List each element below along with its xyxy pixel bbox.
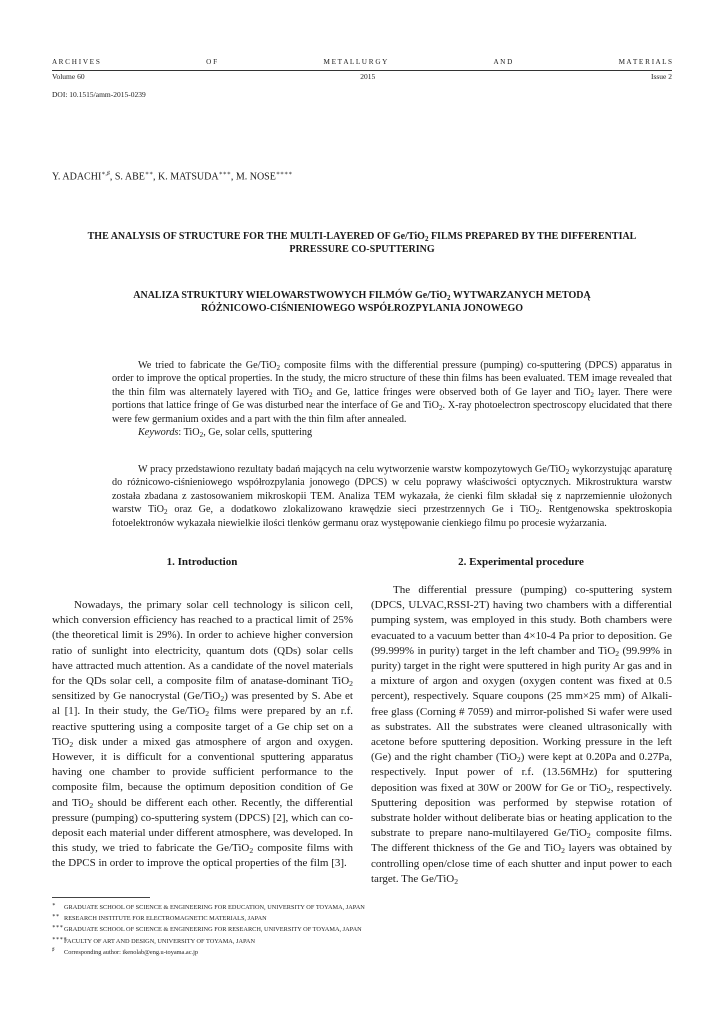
subscript: 2 xyxy=(249,846,254,856)
journal-word: A R C H I V E S xyxy=(52,58,100,66)
author-name: Y. ADACHI xyxy=(52,171,102,183)
issue: Issue 2 xyxy=(650,72,672,81)
body-text: ) was presented by S. Abe et al [1]. In their study, the Ge/TiO xyxy=(52,690,353,718)
footnote-mark: ∗∗∗∗ xyxy=(52,935,67,942)
subscript: 2 xyxy=(586,831,591,841)
subscript: 2 xyxy=(220,694,225,704)
body-text: layers was obtained by controlling open/close time of each shutter and input power to each target. The Ge/TiO xyxy=(371,842,673,885)
footnote-mark: ∗∗ xyxy=(52,913,60,920)
keywords-text: , Ge, solar cells, sputtering xyxy=(203,427,313,439)
abstract-text: We tried to fabricate the Ge/TiO xyxy=(138,360,277,371)
author-name: K. MATSUDA xyxy=(158,171,219,183)
author-mark: ∗∗∗∗ xyxy=(275,171,293,177)
paper-title-polish xyxy=(52,289,672,315)
footnote-mark: ∗ xyxy=(52,902,56,908)
footnote-mark: ∗∗∗ xyxy=(52,924,64,931)
abstract-text: layer. There were portions that lattice fringe of Ge was disturbed near the interface of Ge and TiO xyxy=(112,386,672,412)
abstract-english xyxy=(112,359,672,439)
title-text: PRRESSURE CO-SPUTTERING xyxy=(289,244,435,255)
introduction-body xyxy=(52,598,353,872)
subscript: 2 xyxy=(561,846,565,856)
body-text: disk under a mixed gas atmosphere of argon and oxygen. However, it is difficult for a conventional sputtering apparatus having one chamber to provide sufficient performance to the composite film, because the optimum deposition condition of Ge and TiO xyxy=(52,735,353,809)
experimental-body xyxy=(371,583,672,887)
abstract-text: . Rentgenowska spektroskopia fotoelektronów wykazała niewielkie ilości tlenków germanu oraz występowanie cienkiego filmu po procesie wyżarzania. xyxy=(112,504,672,529)
body-text: ) were kept at 0.20Pa and 0.27Pa, respectively. Input power of r.f. (13.56MHz) for sputtering deposition was fixed at 30W or 200W for Ge or TiO xyxy=(371,751,672,794)
doi: DOI: 10.1515/amm-2015-0239 xyxy=(52,90,146,99)
body-text: Nowadays, the primary solar cell technology is silicon cell, which conversion efficiency has reached to a practical limit of 25% (the theoretical limit is 29%). In order to achieve higher conversion ratio of sunlight into electricity, quantum dots (QDs) solar cells have attracted much attention. As a candidate of the novel materials for the QDs solar cell, a composite film of anatase-dominant TiO xyxy=(52,599,353,688)
issue-meta xyxy=(52,72,672,81)
author-mark: ∗∗ xyxy=(144,171,154,177)
subscript: 2 xyxy=(89,800,94,810)
footnote-mark: ♯ xyxy=(52,946,55,953)
section-heading-experimental: 2. Experimental procedure xyxy=(458,556,584,568)
subscript: 2 xyxy=(69,739,74,749)
footnote xyxy=(52,936,365,947)
abstract-polish xyxy=(112,463,672,530)
subscript: 2 xyxy=(308,390,313,399)
subscript: 2 xyxy=(565,468,570,476)
subscript: 2 xyxy=(454,876,459,886)
journal-word: A N D xyxy=(493,58,513,66)
abstract-text: W pracy przedstawiono rezultaty badań mających na celu wytworzenie warstw kompozytowych Ge/TiO xyxy=(138,464,566,475)
subscript: 2 xyxy=(606,785,611,795)
author-name: M. NOSE xyxy=(235,171,276,183)
subscript: 2 xyxy=(276,364,281,372)
keywords xyxy=(112,426,672,439)
title-text: RÓŻNICOWO-CIŚNIENIOWEGO WSPÓŁROZPYLANIA JONOWEGO xyxy=(200,303,524,314)
subscript: 2 xyxy=(516,755,521,765)
header-rule xyxy=(52,70,672,71)
author-list: Y. ADACHI∗,♯, S. ABE∗∗, K. MATSUDA∗∗∗, M. NOSE∗∗∗∗ xyxy=(52,171,293,183)
subscript: 2 xyxy=(205,709,210,719)
abstract-text: composite films with the differential pressure (pumping) co-sputtering (DPCS) apparatus in order to improve the optical properties. In the study, the micro structure of these thin films has been evaluated. TEM image revealed that the thin film was alternately layered with TiO xyxy=(112,360,673,398)
body-text: , respectively. Sputtering deposition was performed by stepwise rotation of substrate holder without deliberate bias or heating application to the substrate to prepare nano-multilayered Ge/TiO xyxy=(371,781,672,840)
footnote-text: GRADUATE SCHOOL OF SCIENCE & ENGINEERING FOR RESEARCH, UNIVERSITY OF TOYAMA, JAPAN xyxy=(64,926,362,934)
subscript: 2 xyxy=(438,404,443,413)
footnotes xyxy=(52,902,365,958)
body-text: composite films with the DPCS in order to improve the optical properties of the film [3]. xyxy=(52,842,353,870)
author-mark: ∗,♯ xyxy=(101,171,110,177)
footnote xyxy=(52,913,365,924)
journal-name xyxy=(52,58,672,66)
journal-word: O F xyxy=(206,58,218,66)
subscript: 2 xyxy=(535,508,540,517)
body-text: (99.99% in purity) target in the right were sputtered in high purity Ar gas and in a mixture of argon and oxygen (oxygen content was fixed at 0.5 percent), respectively. Square coupons (25 mm×25 mm) of Alkali-free glass (Corning # 7059) and mirror-polished Si wafer were used as substrates. All the substrates were cleaned ultrasonically with acetone before sputtering deposition. Working pressure in the left (Ge) and the right chamber (TiO xyxy=(371,644,672,764)
subscript: 2 xyxy=(615,648,620,658)
title-text: THE ANALYSIS OF STRUCTURE FOR THE MULTI-LAYERED OF Ge/TiO xyxy=(87,231,425,242)
section-heading-introduction: 1. Introduction xyxy=(166,556,238,568)
title-text: ANALIZA STRUKTURY WIELOWARSTWOWYCH FILMÓW Ge/TiO xyxy=(133,290,448,301)
year: 2015 xyxy=(360,72,376,81)
subscript: 2 xyxy=(424,235,429,243)
footnote xyxy=(52,902,365,913)
footnote-text: FACULTY OF ART AND DESIGN, UNIVERSITY OF TOYAMA, JAPAN xyxy=(64,937,256,945)
subscript: 2 xyxy=(590,390,594,399)
footnote-text: Corresponding author: ikenolab@eng.u-toyama.ac.jp xyxy=(64,948,198,956)
body-text: films were prepared by an r.f. reactive sputtering using a composite target of a Ge chip set on a TiO xyxy=(52,705,353,748)
subscript: 2 xyxy=(349,679,353,689)
abstract-text: . X-ray photoelectron spectroscopy elucidated that there were few germanium oxides and a part with the thin film after annealed. xyxy=(112,400,672,425)
abstract-text: wykorzystując aparaturę do różnicowo-ciśnieniowego współrozpylania jonowego (DPCS) w celu poprawy właściwości optycznych. Mikrostruktura warstw została zbadana z zastosowaniem mikroskopii TEM. Analiza TEM wykazała, że cienki film składał się z naprzemiennie ułożonych warstw TiO xyxy=(112,464,672,516)
paper-title xyxy=(52,230,672,256)
title-text: FILMS PREPARED BY THE DIFFERENTIAL xyxy=(428,231,637,242)
body-text: composite films. The different thickness of the Ge and TiO xyxy=(371,827,673,855)
author-name: S. ABE xyxy=(114,171,145,183)
footnote xyxy=(52,947,365,958)
volume: Volume 60 xyxy=(52,72,85,81)
footnote-text: RESEARCH INSTITUTE FOR ELECTROMAGNETIC MATERIALS, JAPAN xyxy=(64,915,267,923)
footnote-text: GRADUATE SCHOOL OF SCIENCE & ENGINEERING FOR EDUCATION, UNIVERSITY OF TOYAMA, JAPAN xyxy=(64,904,365,911)
footnote xyxy=(52,924,365,935)
abstract-text: oraz Ge, a dodatkowo zlokalizowano krawędzie sieci przestrzennych Ge i TiO xyxy=(167,504,536,516)
journal-word: M E T A L L U R G Y xyxy=(323,58,388,66)
keywords-label: Keywords xyxy=(138,427,179,439)
subscript: 2 xyxy=(199,431,204,440)
journal-word: M A T E R I A L S xyxy=(618,58,672,66)
subscript: 2 xyxy=(447,294,451,302)
body-text: should be different each other. Recently, the differential pressure (pumping) co-sputtering system (DPCS) [2], which can co-deposit each material under different atmosphere, was developed. In this study, we tried to fabricate the Ge/TiO xyxy=(52,796,353,855)
footnote-rule xyxy=(52,897,150,898)
body-text: sensitized by Ge nanocrystal (Ge/TiO xyxy=(52,690,221,703)
author-mark: ∗∗∗ xyxy=(218,171,231,177)
abstract-text: and Ge, lattice fringes were observed both of Ge layer and TiO xyxy=(312,386,591,398)
title-text: WYTWARZANYCH METODĄ xyxy=(450,290,591,301)
body-text: The differential pressure (pumping) co-sputtering system (DPCS, ULVAC,RSSI-2T) having two chambers with a differential pumping system, was employed in this study. Both chambers were evacuated to a vacuum better than 4×10-4 Pa prior to deposition. Ge (99.999% in purity) target in the left chamber and TiO xyxy=(371,584,672,657)
subscript: 2 xyxy=(164,508,168,517)
keywords-text: : TiO xyxy=(178,427,200,439)
